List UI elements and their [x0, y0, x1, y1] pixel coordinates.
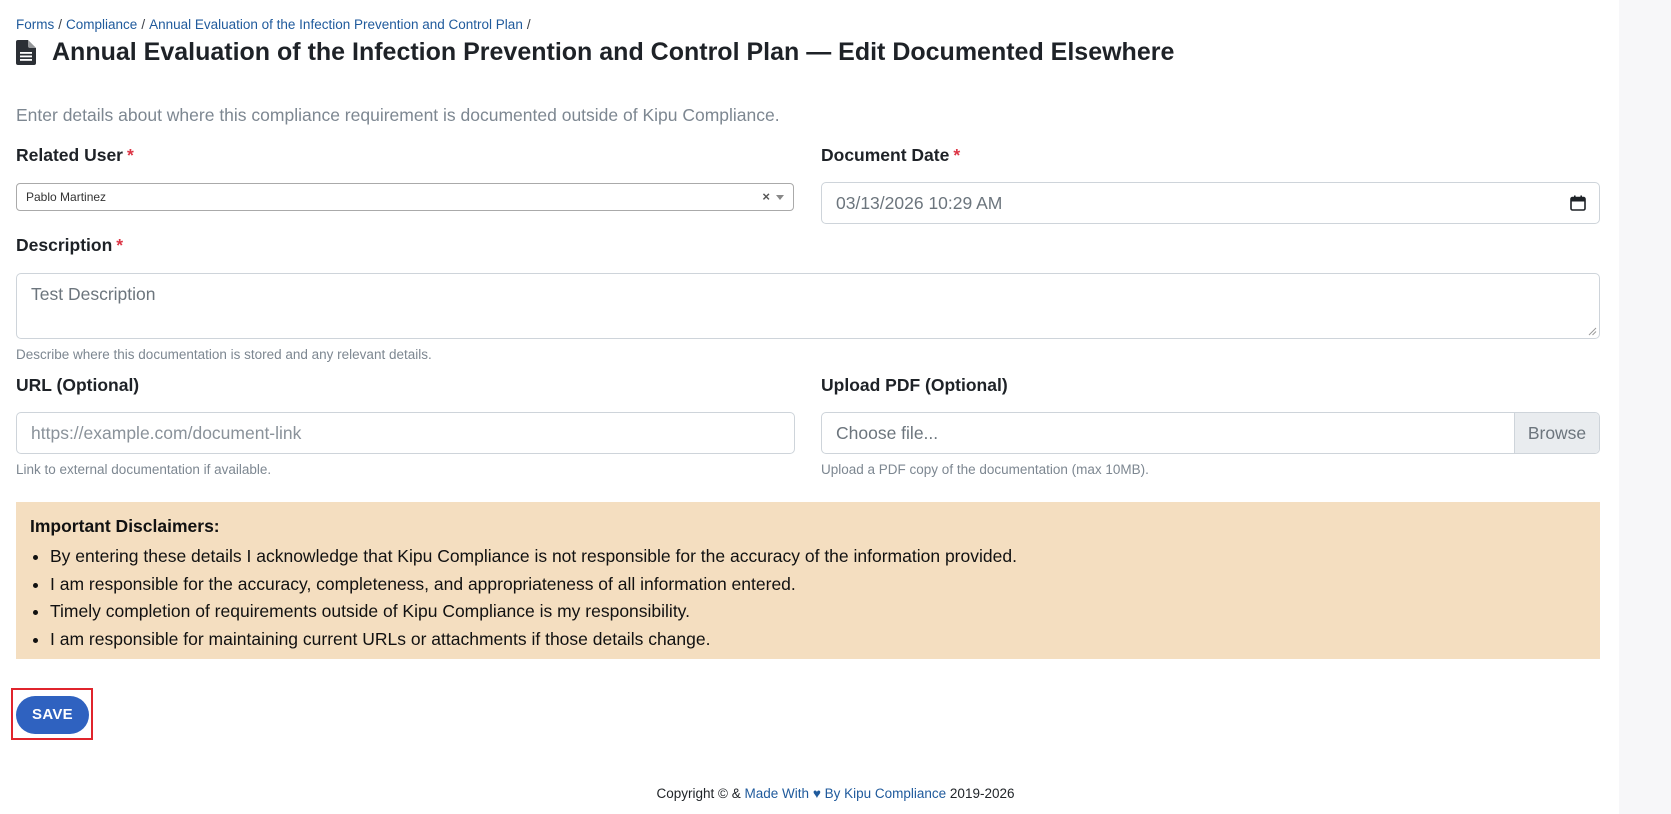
page-header — [16, 36, 1174, 68]
breadcrumb-separator: / — [58, 17, 63, 32]
description-help-text: Describe where this documentation is stored and any relevant details. — [16, 347, 432, 362]
required-mark: * — [116, 235, 124, 255]
url-placeholder: https://example.com/document-link — [31, 423, 302, 443]
breadcrumb-annual-evaluation[interactable]: Annual Evaluation of the Infection Prevention and Control Plan — [149, 17, 523, 32]
disclaimer-item: • I am responsible for the accuracy, completeness, and appropriateness of all information entered. — [50, 571, 1586, 599]
breadcrumb — [16, 17, 535, 32]
clear-selection-icon[interactable]: × — [762, 189, 770, 204]
footer-made-with: Made With — [744, 786, 810, 801]
disclaimer-list — [30, 543, 1586, 653]
related-user-label-text: Related User — [16, 145, 123, 165]
disclaimer-item: • By entering these details I acknowledge that Kipu Compliance is not responsible for the accuracy of the information provided. — [50, 543, 1586, 571]
document-date-input[interactable] — [821, 182, 1600, 224]
disclaimer-box — [16, 502, 1600, 659]
upload-pdf-input[interactable] — [821, 412, 1600, 454]
upload-pdf-label: Upload PDF (Optional) — [821, 375, 1008, 395]
page-title: Annual Evaluation of the Infection Prevention and Control Plan — Edit Documented Elsewhere — [52, 38, 1175, 66]
breadcrumb-separator: / — [141, 17, 146, 32]
required-mark: * — [127, 145, 134, 165]
footer-copyright: Copyright © & — [656, 786, 741, 801]
breadcrumb-forms[interactable]: Forms — [16, 17, 55, 32]
calendar-icon[interactable] — [1570, 195, 1586, 211]
url-label: URL (Optional) — [16, 375, 140, 395]
url-help-text: Link to external documentation if available. — [16, 462, 272, 477]
footer-made-with-link[interactable] — [745, 786, 947, 801]
page-intro: Enter details about where this compliance requirement is documented outside of Kipu Compliance. — [16, 105, 780, 125]
dropdown-arrow-icon[interactable] — [776, 195, 784, 200]
upload-pdf-help-text: Upload a PDF copy of the documentation (max 10MB). — [821, 462, 1149, 477]
browse-button[interactable]: Browse — [1514, 413, 1599, 453]
url-input[interactable] — [16, 412, 795, 454]
description-value: Test Description — [31, 284, 156, 304]
save-button[interactable]: SAVE — [16, 696, 89, 734]
footer — [0, 786, 1671, 801]
disclaimer-item: • Timely completion of requirements outside of Kipu Compliance is my responsibility. — [50, 598, 1586, 626]
disclaimer-heading: Important Disclaimers: — [30, 516, 220, 536]
document-icon — [16, 40, 36, 65]
breadcrumb-compliance[interactable]: Compliance — [66, 17, 138, 32]
resize-handle-icon[interactable] — [1588, 327, 1597, 336]
description-label — [16, 235, 123, 256]
required-mark: * — [953, 145, 961, 165]
heart-icon: ♥ — [812, 786, 821, 801]
description-textarea[interactable] — [16, 273, 1600, 339]
related-user-value: Pablo Martinez — [26, 190, 107, 204]
document-date-label-text: Document Date — [821, 145, 950, 165]
footer-by: By Kipu Compliance — [824, 786, 947, 801]
footer-years: 2019-2026 — [949, 786, 1015, 801]
breadcrumb-separator: / — [526, 17, 531, 32]
description-label-text: Description — [16, 235, 113, 255]
related-user-label — [16, 145, 134, 166]
disclaimer-item: • I am responsible for maintaining current URLs or attachments if those details change. — [50, 626, 1586, 654]
related-user-select[interactable] — [16, 183, 794, 211]
document-date-label — [821, 145, 960, 166]
document-date-value: 03/13/2026 10:29 AM — [836, 193, 1003, 213]
upload-pdf-placeholder: Choose file... — [836, 423, 939, 443]
right-edge-panel — [1619, 0, 1671, 814]
